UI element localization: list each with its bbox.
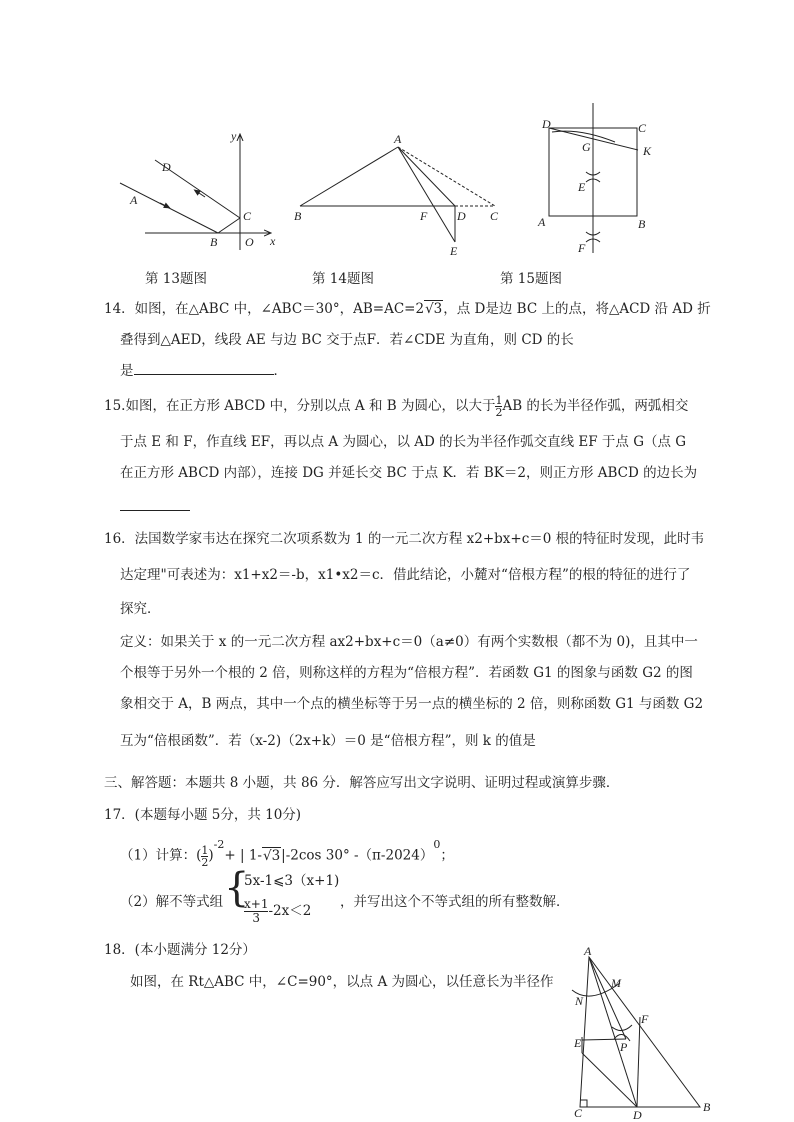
q14-answer-blank[interactable] xyxy=(134,374,274,375)
q15-text-b: AB 的长为半径作弧，两弧相交 xyxy=(502,398,689,414)
label-n: N xyxy=(575,994,584,1008)
label-c: C xyxy=(638,121,647,135)
q17-part2-end: ，并写出这个不等式组的所有整数解． xyxy=(340,894,570,910)
q17-p1-exponent: -2 xyxy=(213,838,225,851)
q17-brace: { xyxy=(224,865,250,911)
q17-p1-frac-den: 2 xyxy=(201,855,209,869)
q14-line2: 叠得到△AED，线段 AE 与边 BC 交于点F．若∠CDE 为直角，则 CD 的长 xyxy=(120,332,574,348)
q15-frac-den: 2 xyxy=(495,406,503,419)
q15-frac-num: 1 xyxy=(495,394,503,407)
q17-p1-exponent-zero: 0 xyxy=(433,838,441,851)
label-c: C xyxy=(243,209,252,223)
label-x: x xyxy=(270,234,276,248)
label-k: K xyxy=(643,144,652,158)
q14-text-period: ． xyxy=(273,363,287,379)
figure-15 xyxy=(530,98,670,258)
q17-part2-label: （2）解不等式组 xyxy=(120,894,224,910)
label-f: F xyxy=(578,241,586,255)
q17-p1-mid: + | 1- xyxy=(224,847,262,864)
q17-ineq1: 5x-1⩽3（x+1) xyxy=(244,873,340,889)
label-e: E xyxy=(578,180,586,194)
section-3-heading: 三、解答题：本题共 8 小题，共 86 分．解答应写出文字说明、证明过程或演算步骤． xyxy=(104,775,620,791)
q16-line3: 探究． xyxy=(120,601,161,617)
q15-text-a: 15.如图，在正方形 ABCD 中，分别以点 A 和 B 为圆心，以大于 xyxy=(104,398,496,414)
seg-ab xyxy=(300,147,398,206)
figure-14 xyxy=(290,130,510,260)
label-b: B xyxy=(703,1100,711,1114)
q14-sqrt-value: 3 xyxy=(433,301,443,317)
label-a: A xyxy=(584,945,592,958)
label-o: O xyxy=(245,235,254,249)
label-d: D xyxy=(457,209,466,223)
seg-df xyxy=(637,1017,640,1107)
q17-p1-end: ； xyxy=(440,847,454,864)
q17-ineq2-rest: -2x＜2 xyxy=(268,903,312,919)
q16-line5: 个根等于另外一个根的 2 倍，则称这样的方程为“倍根方程”．若函数 G1 的图象与函数 G2 的图 xyxy=(120,665,693,681)
label-f: F xyxy=(641,1012,649,1026)
label-b: B xyxy=(294,209,302,223)
caption-fig15: 第 15题图 xyxy=(500,271,562,287)
label-c: C xyxy=(490,209,499,223)
q17-header: 17．(本题每小题 5分，共 10分) xyxy=(104,807,302,823)
q15-line1 xyxy=(104,395,688,418)
line-bc xyxy=(218,218,240,233)
q14-text-b: ，点 D是边 BC 上的点，将△ACD 沿 AD 折 xyxy=(443,301,711,317)
q17-p1-paren-open: ( xyxy=(196,847,202,864)
label-d: D xyxy=(542,117,551,131)
label-f: F xyxy=(420,209,428,223)
line-ab xyxy=(120,183,218,233)
caption-fig14: 第 14题图 xyxy=(312,271,374,287)
q17-p2-fraction xyxy=(244,898,268,925)
q14-text-shi: 是 xyxy=(120,363,134,379)
label-a: A xyxy=(538,215,546,229)
q14-line3 xyxy=(120,362,287,380)
label-a: A xyxy=(130,193,138,207)
q17-p2-frac-num: x+1 xyxy=(244,897,269,911)
figure-13 xyxy=(110,125,290,255)
q16-line4: 定义：如果关于 x 的一元二次方程 ax2+bx+c＝0（a≠0）有两个实数根（都不为 0)，且其中一 xyxy=(120,634,698,650)
q14-text-a: 14．如图，在△ABC 中，∠ABC＝30°，AB=AC=2 xyxy=(104,301,425,317)
q17-p2-frac-den: 3 xyxy=(244,911,268,925)
label-d: D xyxy=(162,160,171,174)
q17-p1-sqrt: √3 xyxy=(262,847,281,864)
q16-line1: 16．法国数学家韦达在探究二次项系数为 1 的一元二次方程 x2+bx+c＝0 根的特征时发现，此时韦 xyxy=(104,531,705,547)
label-p: P xyxy=(620,1040,628,1054)
label-b: B xyxy=(210,235,218,249)
label-e: E xyxy=(574,1036,582,1050)
q18-line1: 如图，在 Rt△ABC 中，∠C=90°，以点 A 为圆心，以任意长为半径作 xyxy=(130,974,554,990)
q17-p1-sqrt-value: 3 xyxy=(271,847,281,864)
label-d: D xyxy=(633,1108,642,1120)
q16-line6: 象相交于 A，B 两点，其中一个点的横坐标等于另一点的横坐标的 2 倍，则称函数 G1 与函数 G2 xyxy=(120,696,704,712)
label-c: C xyxy=(574,1106,583,1120)
label-b: B xyxy=(638,217,646,231)
q17-p1-label: （1）计算： xyxy=(120,847,197,864)
q18-header: 18．(本小题满分 12分） xyxy=(104,942,256,958)
q15-answer-blank[interactable] xyxy=(120,510,190,511)
q16-line7: 互为“倍根函数”．若（x-2)（2x+k）＝0 是“倍根方程”，则 k 的值是 xyxy=(120,733,536,749)
figure-18 xyxy=(560,945,720,1120)
seg-ap xyxy=(589,957,626,1039)
arrow-dc xyxy=(196,191,205,197)
label-e: E xyxy=(450,244,458,258)
label-y: y xyxy=(231,129,237,143)
q16-line2: 达定理"可表述为：x1+x2＝-b，x1•x2＝c．借此结论，小麓对“倍根方程”的根的特征的进行了 xyxy=(120,567,691,583)
q14-sqrt: √3 xyxy=(425,301,443,317)
q15-line2: 于点 E 和 F，作直线 EF，再以点 A 为圆心，以 AD 的长为半径作弧交直线 EF 于点 G（点 G xyxy=(120,434,687,450)
label-a: A xyxy=(394,132,402,146)
label-g: G xyxy=(582,140,591,154)
label-m: M xyxy=(611,976,621,990)
arrow-ab xyxy=(160,203,168,207)
q17-p1-frac-num: 1 xyxy=(201,843,209,857)
q17-p1-paren-close: ) xyxy=(208,847,214,864)
seg-ae xyxy=(398,147,455,242)
q17-part1 xyxy=(120,838,454,869)
caption-fig13: 第 13题图 xyxy=(145,271,207,287)
q17-ineq2 xyxy=(244,898,311,925)
q14-line1 xyxy=(104,300,711,318)
q17-p1-rest: |-2cos 30° -（π-2024） xyxy=(281,847,434,864)
q15-line3: 在正方形 ABCD 内部），连接 DG 并延长交 BC 于点 K．若 BK＝2，则正方形 ABCD 的边长为 xyxy=(120,465,698,481)
